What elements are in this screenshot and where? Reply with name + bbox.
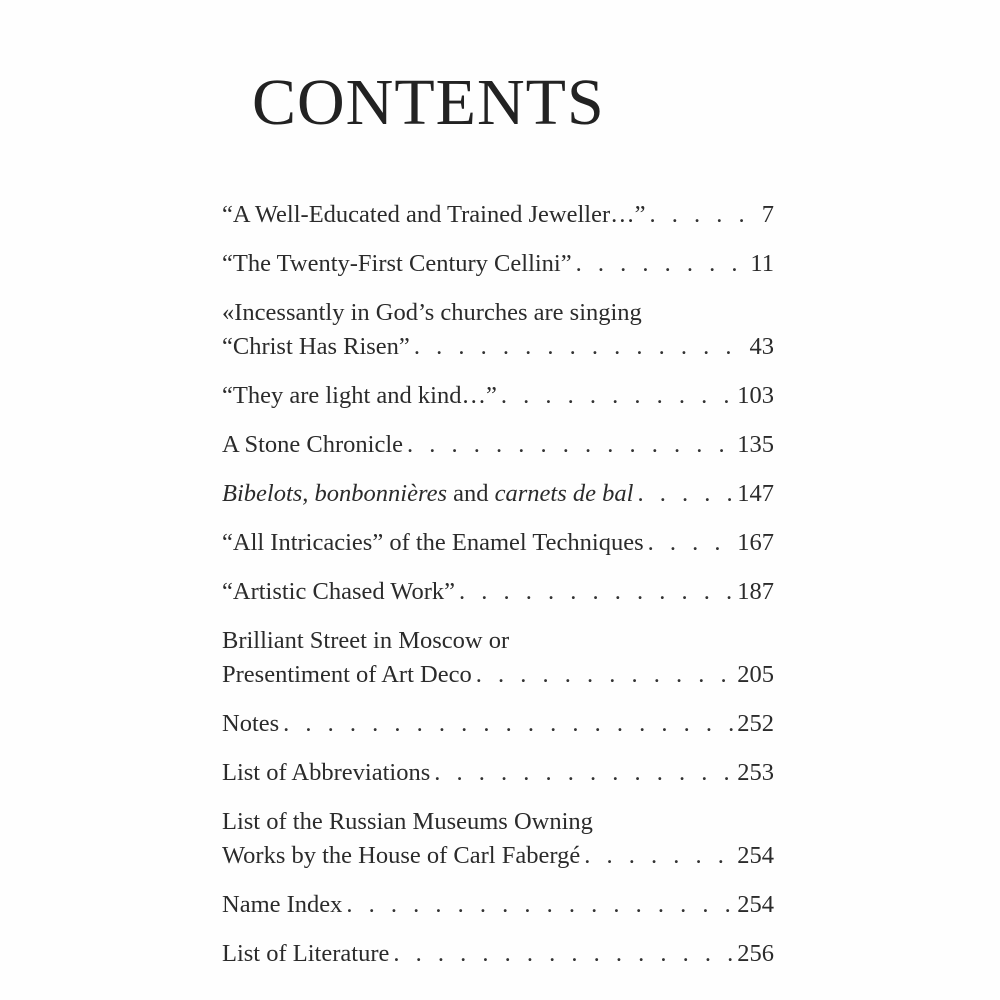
toc-entry-title (222, 888, 342, 922)
toc-entry (222, 888, 774, 922)
toc-entry-title-part: Name Index (222, 891, 343, 918)
toc-entry-row (222, 526, 774, 560)
toc-entry-title (222, 198, 645, 232)
toc-entry-title (222, 658, 472, 692)
toc-entry (222, 198, 774, 232)
toc-entry (222, 477, 774, 511)
toc-entry-row (222, 888, 774, 922)
toc-entry-row (222, 198, 774, 232)
toc-entry-title (222, 756, 430, 790)
toc-entry-row (222, 707, 774, 741)
toc-entry-row (222, 477, 774, 511)
toc-entry-row (222, 839, 774, 873)
toc-entry-page-number: 256 (737, 940, 774, 967)
toc-entry-row (222, 756, 774, 790)
toc-entry-page-number: 254 (737, 891, 774, 918)
toc-entry-row (222, 247, 774, 281)
toc-entry (222, 296, 774, 364)
toc-entry-title-part: “They are light and kind…” (222, 382, 497, 409)
toc-entry-row (222, 575, 774, 609)
toc-entry (222, 247, 774, 281)
toc-entry (222, 707, 774, 741)
toc-entry-row (222, 428, 774, 462)
toc-entry-page-number: 103 (737, 382, 774, 409)
toc-entry-row (222, 937, 774, 971)
dot-leader (501, 379, 735, 413)
toc-entry-title (222, 937, 389, 971)
dot-leader (346, 888, 735, 922)
toc-entry-page-number: 254 (737, 842, 774, 869)
toc-entry-page-number: 43 (749, 333, 774, 360)
toc-entry-page-number: 252 (737, 710, 774, 737)
contents-heading: CONTENTS (252, 66, 605, 139)
toc-entry-title-part: “Artistic Chased Work” (222, 578, 455, 605)
toc-entry-title (222, 526, 644, 560)
toc-entry-title-line1: List of the Russian Museums Owning (222, 808, 593, 835)
toc-entry-title-part: A Stone Chronicle (222, 431, 404, 458)
toc-entry-row (222, 379, 774, 413)
toc-entry-title (222, 575, 455, 609)
toc-entry-title-part: “The Twenty-First Century Cellini” (222, 250, 572, 277)
toc-entry-row (222, 658, 774, 692)
dot-leader (648, 526, 736, 560)
toc-entry-title-part: Presentiment of Art Deco (222, 661, 472, 688)
toc-entry-page-number: 205 (737, 661, 774, 688)
dot-leader (476, 658, 736, 692)
toc-entry (222, 805, 774, 873)
toc-entry-title-italic: Bibelots, bonbonnières (222, 480, 448, 507)
toc-entry-title (222, 379, 497, 413)
toc-entry-title-line1: Brilliant Street in Moscow or (222, 627, 510, 654)
dot-leader (407, 428, 735, 462)
toc-entry-page-number: 135 (737, 431, 774, 458)
toc-entry (222, 756, 774, 790)
dot-leader (649, 198, 759, 232)
toc-entry-title-italic: carnets de bal (494, 480, 634, 507)
toc-entry-title (222, 330, 410, 364)
dot-leader (434, 756, 735, 790)
dot-leader (414, 330, 748, 364)
toc-entry-title-part: “A Well-Educated and Trained Jeweller…” (222, 201, 646, 228)
toc-entry-page-number: 11 (750, 250, 774, 277)
toc-entry-page-number: 167 (737, 529, 774, 556)
dot-leader (459, 575, 735, 609)
toc-entry-title-part: Notes (222, 710, 280, 737)
toc-entry (222, 428, 774, 462)
toc-entry-title-part: and (447, 480, 495, 507)
toc-entry-title-part: “Christ Has Risen” (222, 333, 410, 360)
toc-entry-title-line1: «Incessantly in God’s churches are singing (222, 299, 642, 326)
toc-entry-title-part: Works by the House of Carl Fabergé (222, 842, 581, 869)
toc-entry (222, 575, 774, 609)
toc-entry-page-number: 253 (737, 759, 774, 786)
table-of-contents (222, 198, 774, 986)
toc-entry (222, 526, 774, 560)
toc-entry (222, 379, 774, 413)
toc-entry-title (222, 707, 279, 741)
dot-leader (637, 477, 735, 511)
toc-entry-title (222, 839, 580, 873)
toc-entry-title-part: “All Intricacies” of the Enamel Techniques (222, 529, 644, 556)
dot-leader (283, 707, 735, 741)
dot-leader (584, 839, 735, 873)
dot-leader (393, 937, 735, 971)
toc-entry-title (222, 247, 572, 281)
toc-entry-title (222, 428, 403, 462)
toc-entry-title-part: List of Abbreviations (222, 759, 431, 786)
toc-entry-title (222, 477, 633, 511)
toc-entry-row (222, 330, 774, 364)
toc-entry-page-number: 7 (761, 201, 774, 228)
toc-entry (222, 937, 774, 971)
toc-entry-title-part: List of Literature (222, 940, 390, 967)
toc-entry-page-number: 147 (737, 480, 774, 507)
toc-entry-page-number: 187 (737, 578, 774, 605)
toc-entry (222, 624, 774, 692)
dot-leader (576, 247, 749, 281)
